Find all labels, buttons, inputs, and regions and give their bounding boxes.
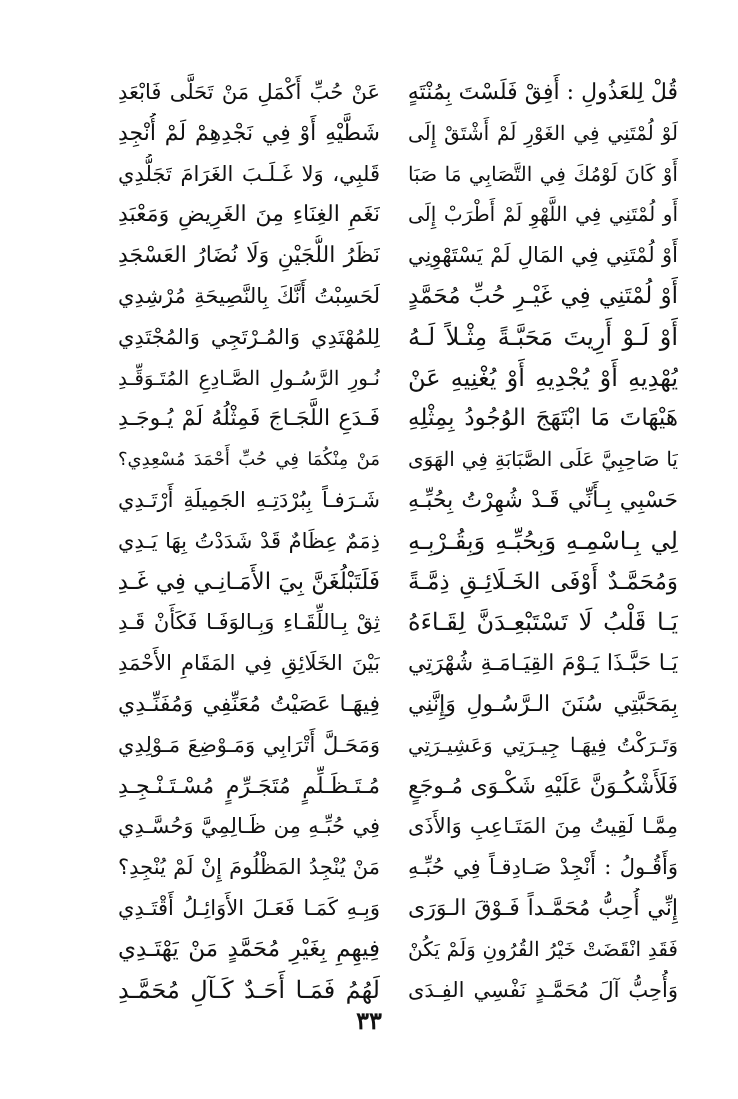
verse-line (118, 480, 678, 521)
verse-first-hemistich: أَوْ لُمْتَنِي فِي المَالِ لَمْ يَسْتَهْوِنِي (408, 243, 678, 268)
verse-first-hemistich: يَـا قَلْبُ لَا تَسْتَبْعِـدَنَّ لِقَـاءَهُ (408, 608, 678, 637)
verse-first-hemistich: حَسْبِي بِـأَنِّي قَـدْ شُهِرْتُ بِحُبِّـهِ (408, 488, 678, 513)
verse-line (118, 358, 678, 399)
verse-second-hemistich: نُـورِ الرَّسُـولِ الصَّـادِعِ المُتَـوَقِّـدِ (118, 365, 380, 390)
verse-first-hemistich: فَلَأَشْكُـوَنَّ عَلَيْهِ شَكْـوَى مُـوجَعٍ (408, 773, 678, 799)
verse-second-hemistich: ذِمَمٌ عِظَامٌ قَدْ شَدَدْتُ بِهَا يَـدِي (118, 528, 380, 553)
verse-line (118, 72, 678, 113)
verse-line (118, 929, 678, 970)
verse-second-hemistich: شَطَّيْهِ أَوْ فِي نَجْدِهِمْ لَمْ أُنْجِدِ (118, 120, 380, 146)
verse-line (118, 847, 678, 888)
verse-line (118, 643, 678, 684)
verse-second-hemistich: فِيهِمِ بِغَيْرِ مُحَمَّدٍ مَنْ يَهْتَـدِي (118, 935, 380, 962)
verse-second-hemistich: بَيْنَ الخَلَائِقِ فِي المَقَامِ الأَحْمَدِ (118, 651, 380, 676)
verse-second-hemistich: مَنْ مِنْكُمَا فِي حُبِّ أَحْمَدَ مُسْعِدِي؟ (118, 449, 380, 471)
verse-first-hemistich: يَـا حَبَّـذَا يَـوْمَ القِيَـامَـةِ شُهْرَتِي (408, 651, 678, 677)
verse-first-hemistich: قُلْ لِلعَذُولِ : أَفِقْ فَلَسْتَ بِمُنْتَهٍ (408, 80, 678, 105)
verse-second-hemistich: لَهُمُ فَمَـا أَحَـدٌ كَـآلِ مُحَمَّـدِ (118, 975, 380, 1004)
verse-first-hemistich: أَو لُمْتَنِي فِي اللَّهْوِ لَمْ أَطْرَبْ إِلَى (408, 202, 678, 227)
verse-line (118, 970, 678, 1011)
verse-line (118, 235, 678, 276)
verse-second-hemistich: فَـدَعِ اللَّجَـاجَ فَمِثْلُهُ لَمْ يُـوجَـدِ (118, 406, 380, 432)
verse-first-hemistich: وَأَقُـولُ : أَنْجِدْ صَـادِقـاً فِي حُبِّـهِ (408, 855, 678, 880)
verse-first-hemistich: لِي بِـاسْمِـهِ وَبِحُبِّـهِ وَبِقُـرْبِـهِ (408, 526, 678, 555)
verse-first-hemistich: يَا صَاحِبِيَّ عَلَى الصَّبَابَةِ فِي الهَوَى (408, 447, 678, 472)
verse-second-hemistich: نَظَرُ اللُّجَيْنِ وَلَا نُضَارُ العَسْجَدِ (118, 243, 380, 269)
verse-line (118, 725, 678, 766)
verse-first-hemistich: بِمَحَبَّتِي سُنَنَ الـرَّسُـولِ وَإِنَّنِي (408, 692, 678, 717)
verse-first-hemistich: يُهْدِيهِ أَوْ يُجْدِيهِ أَوْ يُغْنِيهِ عَنْ (408, 363, 678, 392)
verse-second-hemistich: لِلمُهْتَدِي وَالمُـرْتَجِي وَالمُجْتَدِي (118, 324, 380, 349)
verse-first-hemistich: وَأُحِبُّ آلَ مُحَمَّـدٍ نَفْسِي الفِـدَى (408, 977, 678, 1002)
verse-line (118, 766, 678, 807)
verse-first-hemistich: أَوْ لُمْتَنِي فِي غَيْـرِ حُبِّ مُحَمَّدٍ (408, 283, 678, 309)
verse-line (118, 521, 678, 562)
verse-first-hemistich: وَتَـرَكْتُ فِيهَـا جِيـرَتِي وَعَشِيـرَتِي (408, 732, 678, 757)
verse-second-hemistich: عَنْ حُبِّ أَكْمَلِ مَنْ تَحَلَّى فَابْعَدِ (118, 80, 380, 104)
verse-first-hemistich: أَوْ لَـوْ أَرِيتَ مَحَبَّـةً مِثْـلاً لَـهُ (408, 322, 678, 351)
verse-line (118, 602, 678, 643)
verse-first-hemistich: وَمُحَمَّـدٌ أَوْفَى الخَـلَائِـقِ ذِمَّـةً (408, 568, 678, 595)
verse-line (118, 562, 678, 603)
verse-line (118, 194, 678, 235)
verse-first-hemistich: لَوْ لُمْتَنِي فِي الغَوْرِ لَمْ أَشْتَقْ إِلَى (408, 120, 678, 145)
verse-line (118, 888, 678, 929)
verse-second-hemistich: مَنْ يُنْجِدُ المَظْلُومَ إِنْ لَمْ يُنْجِدِ؟ (118, 855, 380, 880)
verse-first-hemistich: إِنِّي أُحِبُّ مُحَمَّـداً فَـوْقَ الـوَرَى (408, 896, 678, 921)
verse-second-hemistich: مُـتَـظَـلِّمٍ مُتَجَـرِّمٍ مُسْـتَـنْـجِـدِ (118, 773, 380, 799)
verse-line (118, 317, 678, 358)
verse-second-hemistich: فِيهَـا عَصَيْتُ مُعَنِّفِي وَمُفَنِّـدِي (118, 692, 380, 717)
verse-line (118, 398, 678, 439)
verse-line (118, 113, 678, 154)
verse-second-hemistich: قَلبِي، وَلا غَـلَـبَ الغَرَامَ تَجَلُّدِي (118, 161, 380, 186)
verse-first-hemistich: فَقَدِ انْقَضَتْ خَيْرُ القُرُونِ وَلَمْ يَكُنْ (408, 936, 678, 961)
verse-line (118, 439, 678, 480)
verse-second-hemistich: نَغَمِ الغِنَاءِ مِنَ الغَرِيضِ وَمَعْبَدِ (118, 202, 380, 228)
verse-first-hemistich: أَوْ كَانَ لَوْمُكَ فِي التَّصَابِي مَا صَبَا (408, 161, 678, 186)
poem-text (118, 72, 678, 1004)
verse-second-hemistich: وَبِـهِ كَمَـا فَعَـلَ الأَوَائِـلُ أَقْتَـدِي (118, 896, 380, 920)
verse-second-hemistich: ثِقْ بِـاللِّقَـاءِ وَبِـالوَفَـا فَكَأَنْ قَـدِ (118, 610, 380, 635)
verse-line (118, 684, 678, 725)
verse-second-hemistich: وَمَحَـلَّ أَتْرَابِي وَمَـوْضِعَ مَـوْلِدِي (118, 732, 380, 757)
verse-line (118, 276, 678, 317)
verse-second-hemistich: لَحَسِبْتُ أَنَّكَ بِالنَّصِيحَةِ مُرْشِدِي (118, 284, 380, 308)
verse-line (118, 806, 678, 847)
verse-first-hemistich: هَيْهَاتَ مَا ابْتَهَجَ الوُجُودُ بِمِثْلِهِ (408, 405, 678, 432)
page-number: ٣٣ (356, 1006, 382, 1035)
verse-second-hemistich: فِي حُبِّـهِ مِن ظَـالِمِيَّ وَحُسَّـدِي (118, 814, 380, 839)
verse-line (118, 154, 678, 195)
verse-second-hemistich: فَلَتَبْلُغَنَّ بِيَ الأَمَـانِـي فِي غَـدِ (118, 568, 380, 595)
verse-first-hemistich: مِمَّـا لَقِيتُ مِنَ المَتَـاعِبِ وَالأَذَى (408, 814, 678, 839)
verse-second-hemistich: شَـرَفـاً بِبُرْدَتِـهِ الجَمِيلَةِ أَرْتَـدِي (118, 488, 380, 512)
